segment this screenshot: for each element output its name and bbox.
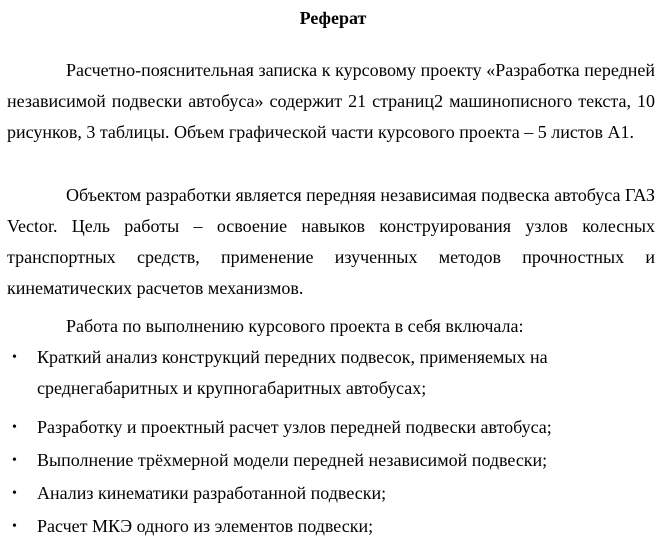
paragraph-work-intro: Работа по выполнению курсового проекта в себя включала: xyxy=(66,316,524,336)
paragraph-objective: Объектом разработки является передняя независимая подвеска автобуса ГАЗ Vector. Цель работы – освоение навыков конструирования узлов колесных транспортных средств, применение изученных методов прочностных и кинематических расчетов механизмов. xyxy=(7,185,655,298)
bullet-icon: • xyxy=(12,453,17,468)
work-items-list xyxy=(0,342,660,542)
list-item xyxy=(0,478,660,509)
list-item xyxy=(0,445,660,476)
list-item xyxy=(0,511,660,542)
list-item-text: Анализ кинематики разработанной подвески; xyxy=(37,483,387,503)
list-item-text: Разработку и проектный расчет узлов передней подвески автобуса; xyxy=(37,417,552,437)
list-item-text: Выполнение трёхмерной модели передней независимой подвески; xyxy=(37,450,548,470)
paragraph-summary: Расчетно-пояснительная записка к курсовому проекту «Разработка передней независимой подвески автобуса» содержит 21 страниц2 машинописного текста, 10 рисунков, 3 таблицы. Объем графической части курсового проекта – 5 листов А1. xyxy=(7,60,655,142)
bullet-icon: • xyxy=(12,519,17,534)
list-item xyxy=(0,412,660,443)
bullet-icon: • xyxy=(12,420,17,435)
bullet-icon: • xyxy=(12,350,17,365)
list-item-text: Краткий анализ конструкций передних подвесок, применяемых на среднегабаритных и крупногабаритных автобусах; xyxy=(37,347,548,398)
document-title: Реферат xyxy=(299,8,367,28)
bullet-icon: • xyxy=(12,486,17,501)
list-item-text: Расчет МКЭ одного из элементов подвески; xyxy=(37,516,374,536)
list-item xyxy=(0,342,660,404)
